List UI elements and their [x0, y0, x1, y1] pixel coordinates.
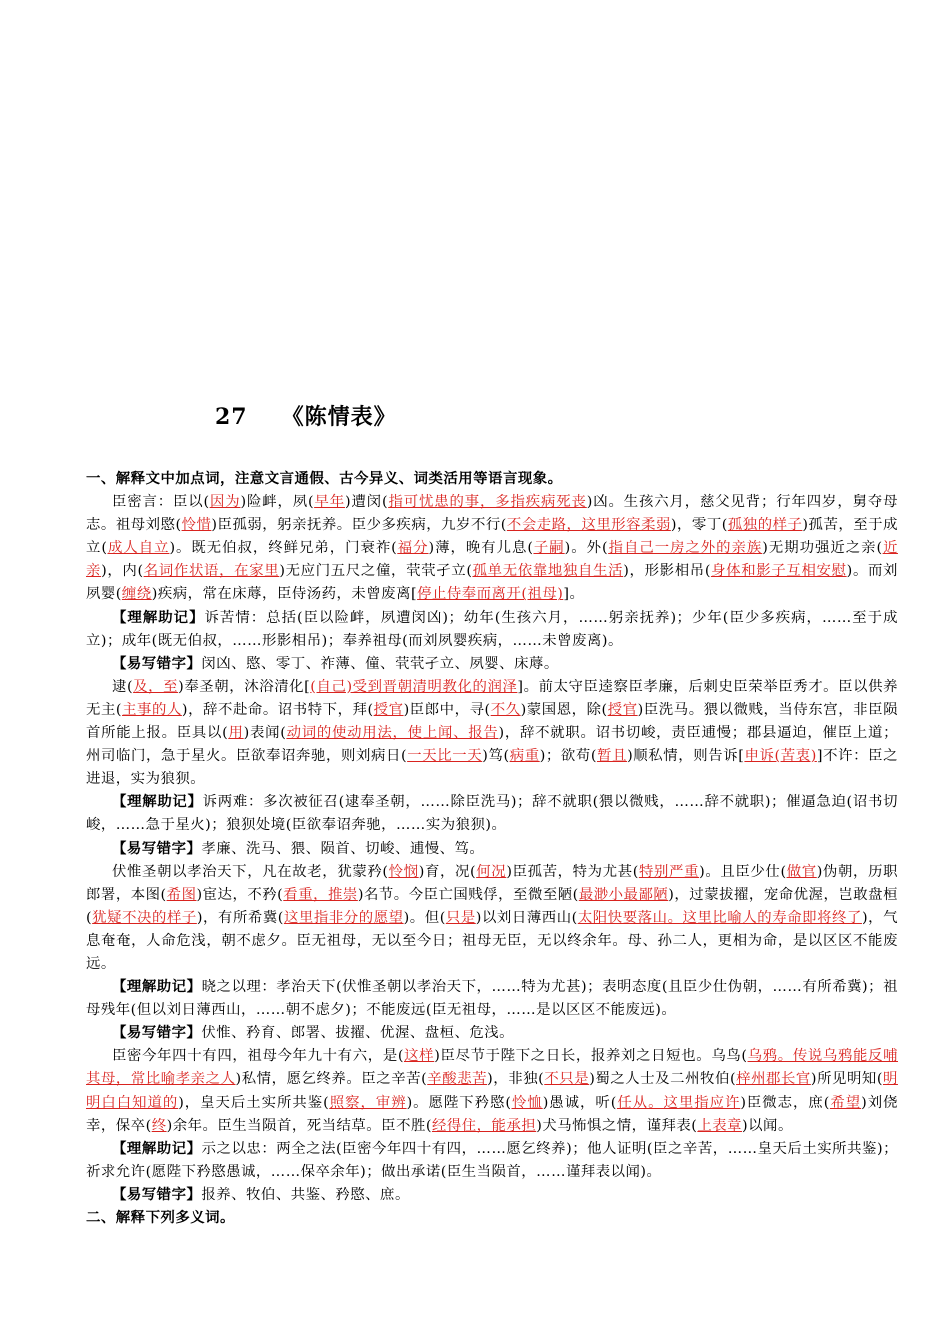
text: )臣微志，庶( [740, 1094, 830, 1111]
answer: 怜恤 [511, 1094, 543, 1111]
text: )；欲苟( [539, 748, 597, 765]
answer: 怜悯 [388, 863, 419, 880]
memo-text: 晓之以理：孝治天下(伏惟圣朝以孝治天下，……特为尤甚)；表明态度(且臣少仕伪朝，……有所希冀)；祖母残年(但以刘日薄西山，……朝不虑夕)；不能废远(臣无祖母，……是以区区不能废远)。 [86, 979, 898, 1019]
answer: 特别严重 [638, 863, 700, 880]
answer: 终 [151, 1117, 167, 1134]
answer: 不只是 [544, 1071, 590, 1088]
text: )名节。今臣亡国贱俘，至微至陋( [357, 886, 579, 903]
text: )育，况( [418, 863, 477, 880]
text: )，辞不赴命。诏书特下，拜( [181, 701, 374, 718]
paragraph-4 [86, 1045, 898, 1137]
text: )，形影相吊( [623, 563, 711, 580]
paragraph-1 [86, 491, 898, 606]
answer: 辛酸悲苦 [427, 1071, 488, 1088]
paragraph-2 [86, 676, 898, 791]
error-words-1 [86, 653, 898, 676]
text: )，气息奄奄，人命危浅，朝不虑夕。臣无祖母，无以至今日；祖母无臣，无以终余年。母、孙二人，更相为命，是以区区不能废远。 [86, 909, 898, 972]
answer: 一天比一天 [407, 748, 483, 765]
answer: 怜惜 [181, 517, 212, 534]
text: )凶。生孩六月，慈父见背；行年四岁，舅夺母志。祖母刘愍( [86, 494, 898, 534]
text: )。外( [564, 540, 609, 557]
answer: 不会走路，这里形容柔弱 [506, 517, 671, 534]
text: )，有所希冀( [196, 909, 284, 926]
answer: 名词作状语，在家里 [143, 563, 280, 580]
answer: 病重 [509, 748, 540, 765]
memo-label: 【理解助记】 [112, 979, 202, 996]
answer: 因为 [209, 494, 241, 511]
memo-2 [86, 791, 898, 837]
answer: 子嗣 [533, 540, 565, 557]
text: )。既无伯叔，终鲜兄弟，门衰祚( [169, 540, 398, 557]
answer: 犹疑不决的样子 [92, 909, 197, 926]
answer: 何况 [476, 863, 507, 880]
answer: 梓州郡长官 [736, 1071, 811, 1088]
text: 臣密言：臣以( [112, 494, 210, 511]
text: ]。前太守臣逵察臣孝廉，后刺史臣荣举臣秀才。臣以供养无主( [86, 678, 898, 718]
answer: 主事的人 [122, 701, 182, 718]
error-text: 伏惟、矜育、郎署、拔擢、优渥、盘桓、危浅。 [201, 1025, 515, 1042]
answer: 任从。这里指应许 [616, 1094, 741, 1111]
text: )蜀之人士及二州牧伯( [589, 1071, 737, 1088]
text: )臣孤弱，躬亲抚养。臣少多疾病，九岁不行( [211, 517, 507, 534]
answer: 上表章 [697, 1117, 743, 1134]
text: )，皇天后土实所共鉴( [178, 1094, 330, 1111]
paragraph-3 [86, 861, 898, 976]
answer: 成人自立 [107, 540, 170, 557]
answer: 这样 [403, 1048, 435, 1065]
answer: 用 [228, 725, 244, 742]
text: )私情，愿乞终养。臣之辛苦( [235, 1071, 428, 1088]
text: )。而刘夙婴( [86, 563, 898, 603]
error-label: 【易写错字】 [112, 840, 202, 857]
answer: 只是 [445, 909, 476, 926]
text: )臣郎中，寻( [403, 701, 491, 718]
text: )薄，晚有儿息( [428, 540, 534, 557]
text: )顺私情，则告诉[ [627, 748, 745, 765]
answer: 授官 [607, 701, 638, 718]
text: )伪朝，历职郎署，本图( [86, 863, 898, 903]
text: )臣尽节于陛下之日长，报养刘之日短也。乌鸟( [434, 1048, 748, 1065]
text: )。且臣少仕( [699, 863, 787, 880]
text: )以闻。 [742, 1117, 793, 1134]
memo-label: 【理解助记】 [112, 609, 205, 626]
error-words-2 [86, 838, 898, 861]
memo-label: 【理解助记】 [112, 1140, 202, 1157]
text: )疾病，常在床蓐，臣侍汤药，未曾废离[ [151, 586, 418, 603]
answer: 孤独的样子 [727, 517, 803, 534]
answer: 看重，推崇 [283, 886, 358, 903]
text: )以刘日薄西山( [475, 909, 578, 926]
text: 伏惟圣朝以孝治天下，凡在故老，犹蒙矜( [112, 863, 389, 880]
answer: 暂且 [596, 748, 628, 765]
answer: 希图 [166, 886, 197, 903]
text: )宦达，不矜( [196, 886, 284, 903]
text: )蒙国恩，除( [520, 701, 608, 718]
section-1-heading: 一、解释文中加点词，注意文言通假、古今异义、词类活用等语言现象。 [86, 471, 563, 487]
error-words-3 [86, 1022, 898, 1045]
answer: 做官 [786, 863, 817, 880]
text: )臣洗马。猥以微贱，当侍东宫，非臣陨首所能上报。臣具以( [86, 701, 898, 742]
text: )。但( [403, 909, 446, 926]
answer: 及，至 [133, 678, 179, 695]
answer: 授官 [373, 701, 404, 718]
text: )刘侥幸，保卒( [86, 1094, 898, 1134]
text: )，辞不就职。诏书切峻，责臣逋慢；郡县逼迫，催臣上道；州司临门，急于星火。臣欲奉诏奔驰，则刘病日( [86, 725, 898, 765]
memo-4 [86, 1138, 898, 1184]
answer: 身体和影子互相安慰 [710, 563, 847, 580]
answer: 指自己一房之外的亲族 [608, 540, 763, 557]
section-2-heading: 二、解释下列多义词。 [86, 1210, 235, 1226]
text: )无应门五尺之僮，茕茕孑立( [279, 563, 473, 580]
text: )犬马怖惧之情，谨拜表( [536, 1117, 698, 1134]
text: )，过蒙拔擢，宠命优渥，岂敢盘桓( [86, 886, 898, 926]
answer: 明明白白知道的 [86, 1071, 898, 1111]
answer: 最渺小最鄙陋 [578, 886, 669, 903]
answer: 希望 [829, 1094, 862, 1111]
page-title [215, 400, 397, 431]
text: 臣密今年四十有四，祖母今年九十有六，是( [112, 1048, 404, 1065]
answer: 照察，审辨 [329, 1094, 407, 1111]
error-label: 【易写错字】 [112, 655, 202, 672]
answer: 福分 [397, 540, 429, 557]
answer: 这里指非分的愿望 [283, 909, 404, 926]
answer: 动词的使动用法，使上闻、报告 [286, 725, 499, 742]
answer: (自己)受到晋朝清明教化的润泽 [310, 678, 518, 695]
text: )所见明知( [810, 1071, 883, 1088]
text: ]不许：臣之进退，实为狼狈。 [86, 748, 898, 788]
text: )愚诚，听( [542, 1094, 617, 1111]
text: ]。 [563, 586, 585, 603]
text: )余年。臣生当陨首，死当结草。臣不胜( [166, 1117, 432, 1134]
error-text: 孝廉、洗马、猥、陨首、切峻、逋慢、笃。 [201, 840, 485, 857]
text: )孤苦，至于成立( [86, 517, 898, 557]
error-text: 闵凶、愍、零丁、祚薄、僮、茕茕孑立、夙婴、床蓐。 [201, 655, 559, 672]
text: )，内( [101, 563, 144, 580]
answer: 经得住，能承担 [431, 1117, 537, 1134]
answer: 乌鸦。传说乌鸦能反哺其母，常比喻孝亲之人 [86, 1048, 898, 1088]
text: )表闻( [243, 725, 287, 742]
memo-text: 诉两难：多次被征召(逮奉圣朝，……除臣洗马)；辞不就职(猥以微贱，……辞不就职)；催逼急迫(诏书切峻，……急于星火)；狼狈处境(臣欲奉诏奔驰，……实为狼狈)。 [86, 794, 898, 834]
memo-3 [86, 976, 898, 1022]
text: )，零丁( [670, 517, 728, 534]
text: )臣孤苦，特为尤甚( [506, 863, 639, 880]
memo-label: 【理解助记】 [112, 794, 203, 811]
document-body [86, 468, 898, 1230]
error-label: 【易写错字】 [112, 1025, 202, 1042]
text: )。愿陛下矜愍( [406, 1094, 512, 1111]
text: )奉圣朝，沐浴清化[ [178, 678, 311, 695]
lesson-title: 《陈情表》 [281, 404, 397, 430]
memo-text: 示之以忠：两全之法(臣密今年四十有四，……愿乞终养)；他人证明(臣之辛苦，……皇天后土实所共鉴)；祈求允许(愿陛下矜愍愚诚，……保卒余年)；做出承诺(臣生当陨首，……谨拜表以闻)。 [86, 1140, 898, 1180]
answer: 孤单无依靠地独自生活 [472, 563, 624, 580]
error-words-4 [86, 1184, 898, 1207]
answer: 缠绕 [121, 586, 152, 603]
answer: 近亲 [86, 540, 898, 580]
text: )无期功强近之亲( [762, 540, 883, 557]
answer: 不久 [490, 701, 521, 718]
lesson-number: 27 [215, 404, 248, 430]
memo-text: 诉苦情：总括(臣以险衅，夙遭闵凶)；幼年(生孩六月，……躬亲抚养)；少年(臣少多疾病，……至于成立)；成年(既无伯叔，……形影相吊)；奉养祖母(而刘夙婴疾病，……未曾废离)。 [86, 609, 898, 649]
text: 逮( [112, 678, 134, 695]
memo-1 [86, 607, 898, 653]
answer: 早年 [314, 494, 345, 511]
text: )，非独( [487, 1071, 545, 1088]
text: )笃( [482, 748, 510, 765]
answer: 停止侍奉而离开(祖母) [417, 586, 564, 603]
text: )险衅，夙( [240, 494, 315, 511]
error-label: 【易写错字】 [112, 1186, 202, 1203]
answer: 指可忧患的事，多指疾病死丧 [388, 494, 587, 511]
answer: 申诉(苦衷) [744, 748, 817, 765]
error-text: 报养、牧伯、共鉴、矜愍、庶。 [201, 1186, 410, 1203]
text: )遭闵( [345, 494, 389, 511]
answer: 太阳快要落山。这里比喻人的寿命即将终了 [577, 909, 862, 926]
